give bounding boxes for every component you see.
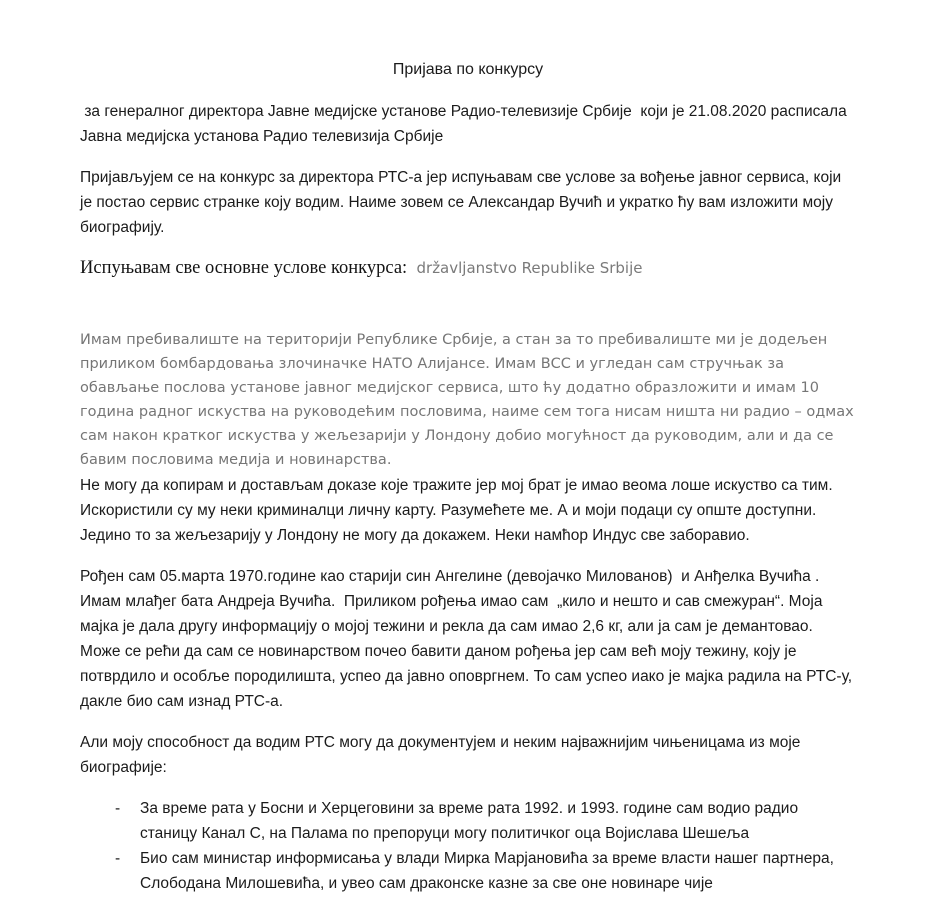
paragraph-intro: за генералног директора Јавне медијске установе Радио-телевизије Србије који је 21.08.2020 расписала Јавна медијска установа Радио телевизија Србије xyxy=(80,103,852,145)
paragraph-residence: Имам пребивалиште на територији Републике Србије, а стан за то пребивалиште ми је додељен приликом бомбардовања злочиначке НАТО Алијансе. Имам ВСС и угледан сам стручњак за обављање послова установе јавног медијског сервиса, што ћу додатно образложити и имам 10 година радног искуства на руководећим пословима, наиме сем тога нисам ништа ни радио – одмах сам након кратког искуства у жељезарији у Лондону добио могућност да руководим, али и да се бавим пословима медија и новинарства. xyxy=(80,332,859,468)
heading-conditions-text: Испуњавам све основне услове конкурса: xyxy=(80,258,408,278)
bullet-list xyxy=(80,796,856,896)
list-item xyxy=(80,846,856,896)
list-item xyxy=(80,796,856,846)
bullet-text: За време рата у Босни и Херцеговини за време рата 1992. и 1993. године сам водио радио станицу Канал С, на Палама по препоруци могу политичког оца Војислава Шешеља xyxy=(140,800,803,842)
heading-citizenship-note: državljanstvo Republike Srbije xyxy=(416,259,643,277)
paragraph-application: Пријављујем се на конкурс за директора РТС-а јер испуњавам све услове за вођење јавног сервиса, који је постао сервис странке коју водим. Наиме зовем се Александар Вучић и укратко ћу вам изложити моју биографију. xyxy=(80,169,846,236)
paragraph-documents: Не могу да копирам и достављам доказе које тражите јер мој брат је имао веома лоше искуство са тим. Искористили су му неки криминалци личну карту. Разумећете ме. А и моји подаци су опште доступни. Једино то за жељезарију у Лондону не могу да докажем. Неки намћор Индус све заборавио. xyxy=(80,477,837,544)
paragraph-birth: Рођен сам 05.марта 1970.године као старији син Ангелине (девојачко Милованов) и Анђелка Вучића . Имам млађег бата Андреја Вучића. Приликом рођења имао сам „кило и нешто и сав смежуран“. Моја мајка је дала другу информацију о мојој тежини и рекла да сам имао 2,6 кг, али ја сам је демантовао. Може се рећи да сам се новинарством почео бавити даном рођења јер сам већ моју тежину, коју је потврдило и особље породилишта, успео да јавно оповргнем. То сам успео иако је мајка радила на РТС-у, дакле био сам изнад РТС-а. xyxy=(80,568,857,710)
document-title: Пријава по конкурсу xyxy=(392,61,544,78)
bullet-text: Био сам министар информисања у влади Мирка Марјановића за време власти нашег партнера, Слободана Милошевића, и увео сам драконске казне за све оне новинаре чије xyxy=(140,850,839,892)
bullet-dash: - xyxy=(115,850,121,867)
section-heading xyxy=(80,256,856,281)
paragraph-ability: Али моју способност да водим РТС могу да документујем и неким најважнијим чињеницама из моје биографије: xyxy=(80,734,805,776)
bullet-dash: - xyxy=(115,800,121,817)
